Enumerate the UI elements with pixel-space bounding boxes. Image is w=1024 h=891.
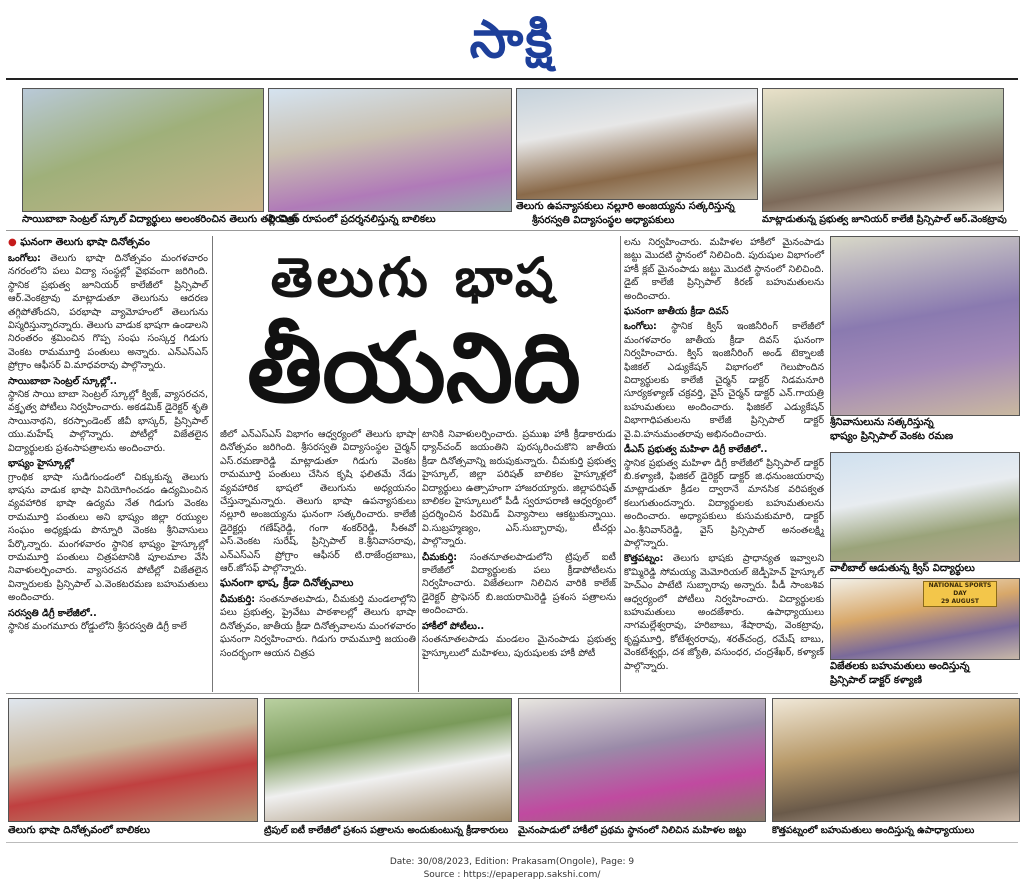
subheading: సరస్వతి డిగ్రీ కాలేజీలో.. (8, 607, 97, 619)
article-column-3 (422, 428, 616, 692)
para-text: స్థానిక సాయి బాబా సెంట్రల్ స్కూల్లో క్విజ్, వ్యాసరచన, వక్తృత్వ పోటీలు నిర్వహించారు. అకడమిక్ డైరెక్టర్ శృతి సాయినాథని, కరస్పాండెంట్ జీవీ భాస్కర్, ప్రిన్సిపాల్ యు.మహేష్ పాల్గొన్నారు. పోటీల్లో విజేతలైన విద్యార్థులకు ప్రశంసాపత్రాలను అందించారు. (8, 389, 208, 454)
dateline: ఒంగోలు: (8, 253, 41, 264)
caption-bottom-4: కొత్తపట్నంలో బహుమతులు అందిస్తున్న ఉపాధ్యాయులు (772, 825, 975, 836)
subheading: ఘనంగా భాష, క్రీడా దినోత్సవాలు (220, 577, 354, 590)
caption-photo-3-line2: శ్రీసరస్వతి విద్యాసంస్థల అధ్యాపకులు (532, 215, 675, 226)
para-text: జీలో ఎన్ఎస్ఎస్ విభాగం ఆధ్వర్యంలో తెలుగు భాషా దినోత్సవం జరిగింది. శ్రీసరస్వతి విద్యాసంస్థల చైర్మన్ ఎస్.రమణారెడ్డి మాట్లాడుతూ గిడుగు వెంకట రామమూర్తి పంతులు చేసిన కృషి ఫలితమే నేడు వ్యవహారిక భాషలో తెలుగును అధ్యయనం చేస్తున్నామన్నారు. తెలుగు భాషా ఉపన్యాసకులు నల్లూరి అంజయ్యను ఘనంగా సత్కరించారు. కాలేజీ డైరెక్టర్లు గణేష్‌రెడ్డి, గంగా శంకర్‌రెడ్డి, సీఈవో ఎస్.వెంకట సురేష్, ప్రిన్సిపాల్ కె.శ్రీనివాసరావు, ఎన్ఎస్ఎస్ ప్రోగ్రాం ఆఫీసర్ టి.రాజేంద్రబాబు, ఆర్.జోసఫ్ పాల్గొన్నారు. (220, 429, 416, 575)
col1-para-1 (8, 252, 208, 373)
article-column-4 (624, 236, 824, 692)
masthead-rule (6, 78, 1018, 80)
col1-para-2 (8, 375, 208, 455)
article-column-1 (8, 252, 208, 692)
subheading: డీఎస్ ప్రభుత్వ మహిళా డిగ్రీ కాలేజీలో.. (624, 444, 768, 456)
caption-photo-3-line1: తెలుగు ఉపన్యాసకులు నల్లూరి అంజయ్యను సత్కరిస్తున్న (516, 201, 735, 212)
col1-para-4 (8, 607, 208, 634)
photo-principal-speaking (762, 88, 1004, 212)
caption-right-2: వాలీబాల్ ఆడుతున్న క్విస్ విద్యార్థులు (830, 563, 975, 574)
column-divider (418, 428, 419, 692)
col2-para-3 (220, 593, 416, 660)
col4-para-4 (624, 443, 824, 550)
col4-para-5 (624, 552, 824, 673)
caption-photo-2: పిరమిడ్ రూపంలో ప్రదర్శనలిస్తున్న బాలికలు (268, 214, 436, 225)
caption-right-3-line1: విజేతలకు బహుమతులు అందిస్తున్న (830, 661, 970, 672)
caption-right-1-line2: భాష్యం ప్రిన్సిపాల్ వెంకట రమణ (830, 431, 954, 442)
caption-photo-4: మాట్లాడుతున్న ప్రభుత్వ జూనియర్ కాలేజీ ప్రిన్సిపాల్ ఆర్.వెంకట్రావు (762, 214, 1007, 225)
column-divider (212, 236, 213, 692)
para-text: లను నిర్వహించారు. మహిళల హాకీలో మైనంపాడు జట్టు మొదటి స్థానంలో నిలిచింది. పురుషుల విభాగంలో హాకీ క్లబ్ మైనంపాడు జట్టు మొదటి స్థానంలో నిలిచింది. డైట్ కాలేజీ ప్రిన్సిపాల్ కిరణ్ బహుమతులను అందించారు. (624, 237, 824, 302)
subheading: భాష్యం హైస్కూల్లో (8, 458, 74, 470)
col4-para-1 (624, 236, 824, 303)
caption-right-3-line2: ప్రిన్సిపాల్ డాక్టర్ కళ్యాణి (830, 675, 922, 686)
photo-volleyball (830, 452, 1020, 562)
para-text: స్థానిక క్విస్ ఇంజినీరింగ్ కాలేజీలో మంగళవారం జాతీయ క్రీడా దివస్ ఘనంగా నిర్వహించారు. క్విస్ ఇంజినీరింగ్ అండ్ టెక్నాలజీ ఫిజికల్ ఎడ్యుకేషన్ విభాగంలో గెలుపొందిన విద్యార్థులకు కాలేజీ చైర్మన్ డాక్టర్ నిడమనూరి సూర్యకళ్యాణ్ చక్రవర్తి, వైస్ చైర్మన్ డాక్టర్ ఎన్.గాయత్రి బహుమతులు అందించారు. ఫిజికల్ ఎడ్యుకేషన్ విభాగాధిపతులను కాలేజీ ప్రిన్సిపాల్ డాక్టర్ వై.వి.హనుమంతరావు అభినందించారు. (624, 321, 824, 440)
col3-para-3 (422, 620, 616, 660)
para-text: సంతనూతలపాడు, చీమకుర్తి మండలాల్లోని పలు ప్రభుత్వ, ప్రైవేటు పాఠశాలల్లో తెలుగు భాషా దినోత్సవం, జాతీయ క్రీడా దినోత్సవాలను మంగళవారం ఘనంగా నిర్వహించారు. గిడుగు రామమూర్తి జయంతి సందర్భంగా ఆయన చిత్రప (220, 593, 416, 659)
photo-triple-it-players (264, 698, 512, 822)
col1-para-3 (8, 457, 208, 604)
dateline: చీమకుర్తి: (422, 551, 458, 563)
para-text: గ్రాంథిక భాషా సుడిగుండంలో చిక్కుకున్న తెలుగు భాషను వాడుక భాషా వినియోగించడం ఉద్యమించిన వ్యవహారిక భాషా ఉద్యమ నేత గిడుగు వెంకట రామమూర్తి పంతులు అని భాష్యం జిల్లా రయ్యుల సంఘం అధ్యక్షుడు పొన్నూరి వెంకట శ్రీనివాసులు పేర్కొన్నారు. మంగళవారం స్థానిక భాష్యం హైస్కూల్లో రామమూర్తి పంతులు చిత్రపటానికి పూలమాల వేసి నివాళులర్పించారు. వ్యాసరచన పోటీల్లో విజేతలైన విన్నారులకు ప్రిన్సిపాల్ ఎ.వెంకటరమణ బహుమతులు అందించారు. (8, 471, 208, 604)
para-text: స్థానిక ప్రభుత్వ మహిళా డిగ్రీ కాలేజీలో ప్రిన్సిపాల్ డాక్టర్ బి.కళ్యాణి, ఫిజికల్ డైరెక్టర్ డాక్టర్ జి.ధనుంజయరావు మాట్లాడుతూ క్రీడల ద్వారానే మానసిక వరిపక్వత కలుగుతుందన్నారు. విద్యార్థులకు బహుమతులను అందించారు. అధ్యాపకులు కుసుమకుమారి, డాక్టర్ ఎం.శ్రీనివాస్‌రెడ్డి, వైస్ ప్రిన్సిపాల్ అనంతలక్ష్మి పాల్గొన్నారు. (624, 457, 824, 549)
dateline: కొత్తపట్నం: (624, 553, 664, 565)
caption-right-1-line1: శ్రీనివాసులును సత్కరిస్తున్న (830, 417, 934, 428)
section-rule (6, 230, 1018, 231)
section-rule (6, 693, 1018, 694)
para-text: తెలుగు భాషకు ప్రాధాన్యత ఇవ్వాలని కొమ్మిరెడ్డి సోమయ్య మెమోరియల్ జెడ్పీహెచ్ హైస్కూల్ హెచ్ఎం పాటేటి సుబ్బారావు అన్నారు. పీడీ సాంబశివ ఆధ్వర్యంలో పోటీలు నిర్వహించారు. విద్యార్థులకు బహుమతులు అందజేశారు. ఉపాధ్యాయులు నాగమల్లేశ్వరావు, హరిబాబు, శేషారావు, వెంకట్రావు, కృష్ణమూర్తి, కోటేశ్వరరావు, శరత్‌చంద్ర, రమేష్ బాబు, వెంకటేశ్వర్లు, దశ జ్యోతి, వసుంధర, చంద్రశేఖర్, కళ్యాణ్ పాల్గొన్నారు. (624, 553, 824, 672)
sports-day-banner (923, 581, 997, 607)
photo-pyramid-girls (268, 88, 512, 212)
masthead (0, 8, 1024, 72)
para-text: స్థానిక మంగమూరు రోడ్డులోని శ్రీసరస్వతి డిగ్రీ కాలే (8, 620, 187, 632)
dateline: చీమకుర్తి: (220, 593, 256, 605)
bullet-icon: ● (8, 237, 17, 248)
photo-srinivasulu-felicitation (830, 236, 1020, 416)
subheading: హాకీలో పోటీలు.. (422, 620, 485, 632)
para-text: టానికి నివాళులర్పించారు. ప్రముఖ హాకీ క్రీడాకారుడు ధ్యాన్‌చంద్ జయంతిని పురస్కరించుకొని జాతీయ క్రీడా దినోత్సవాన్ని జరుపుకున్నారు. చీమకుర్తి ప్రభుత్వ హైస్కూల్, జిల్లా పరిషత్ బాలికల హైస్కూళ్లలో విద్యార్థులు ఉత్సాహంగా హాజరయ్యారు. జిల్లాపరిషత్ బాలికల హైస్కూలులో పీడీ స్వరూపరాణి ఆధ్వర్యంలో ప్రదర్శించిన పిరమిడ్ విన్యాసాలు ఆకట్టుకున్నాయి. వి.సుబ్రహ్మణ్యం, ఎస్.సుబ్బారావు, టీచర్లు పాల్గొన్నారు. (422, 429, 616, 548)
article-column-2 (220, 428, 416, 692)
col2-para-2 (220, 577, 416, 590)
headline-line-1: తెలుగు భాష (270, 246, 558, 309)
sakshi-logo: సాక్షి (469, 10, 555, 70)
para-text: సంతనూతలపాడులోని ట్రిపుల్ ఐటీ కాలేజీలో విద్యార్థులకు పలు క్రీడాపోటీలను నిర్వహించారు. విజేతలుగా నిలిచిన వారికి కాలేజ్ డైరెక్టర్ ప్రొఫెసర్ బి.జయరామిరెడ్డి ప్రశంస పత్రాలను అందించారు. (422, 551, 616, 617)
caption-bottom-3: మైనంపాడులో హాకీలో ప్రథమ స్థానంలో నిలిచిన మహిళల జట్టు (518, 825, 747, 836)
footer-rule (6, 842, 1018, 843)
col4-para-2 (624, 305, 824, 318)
caption-photo-1: సాయిబాబా సెంట్రల్ స్కూల్ విద్యార్థులు అలంకరించిన తెలుగు తల్లి చిత్రం (22, 214, 300, 225)
column-divider (620, 236, 621, 692)
photo-girls-telugu-day (8, 698, 258, 822)
subheading: సాయిబాబా సెంట్రల్ స్కూల్లో.. (8, 375, 117, 387)
headline-line-2: తీయనిది (247, 312, 581, 424)
subheading: ఘనంగా జాతీయ క్రీడా దివస్ (624, 306, 729, 318)
photo-prize-distribution (830, 578, 1020, 660)
photo-felicitation (516, 88, 758, 200)
banner-line-1: NATIONAL SPORTS DAY (928, 582, 992, 597)
photo-hockey-team (518, 698, 766, 822)
caption-bottom-1: తెలుగు భాషా దినోత్సవంలో బాలికలు (8, 825, 150, 836)
banner-line-2: 29 AUGUST (941, 598, 979, 605)
photo-teachers-prizes (772, 698, 1020, 822)
footer-date-edition: Date: 30/08/2023, Edition: Prakasam(Ongole), Page: 9 (389, 857, 635, 867)
photo-telugu-mother-decoration (22, 88, 264, 212)
col4-para-3 (624, 320, 824, 441)
para-text: తెలుగు భాషా దినోత్సవం మంగళవారం నగరంలోని పలు విద్యా సంస్థల్లో వైభవంగా జరిగింది. స్థానిక ప్రభుత్వ జూనియర్ కాలేజీలో ప్రిన్సిపాల్ ఆర్.వెంకట్రావు మాట్లాడుతూ తెలుగును ఆదరణ తగ్గిపోతోందని, పరభాషా వ్యామోహంలో తెలుగును విస్మరిస్తున్నారన్నారు. తెలుగు వాడుక భాషగా ఉండాలని నిరంతరం శ్రమించిన గొప్ప సంఘ సంస్కర్త గిడుగు వెంకట రామమూర్తి పంతులు అన్నారు. ఎన్ఎస్ఎస్ ప్రోగ్రాం ఆఫీసర్ వి.మాధవరావు పాల్గొన్నారు. (8, 253, 208, 372)
footer-source: Source : https://epaperapp.sakshi.com/ (423, 870, 601, 880)
col2-para-1 (220, 428, 416, 575)
para-text: సంతనూతలపాడు మండలం మైనంపాడు ప్రభుత్వ హైస్కూలులో మహిళలు, పురుషులకు హాకీ పోటీ (422, 634, 616, 659)
dateline: ఒంగోలు: (624, 321, 657, 333)
kicker-text: ఘనంగా తెలుగు భాషా దినోత్సవం (20, 237, 150, 248)
col3-para-1 (422, 428, 616, 549)
col3-para-2 (422, 551, 616, 618)
caption-bottom-2: ట్రిపుల్ ఐటీ కాలేజీలో ప్రశంస పత్రాలను అందుకుంటున్న క్రీడాకారులు (264, 825, 509, 836)
